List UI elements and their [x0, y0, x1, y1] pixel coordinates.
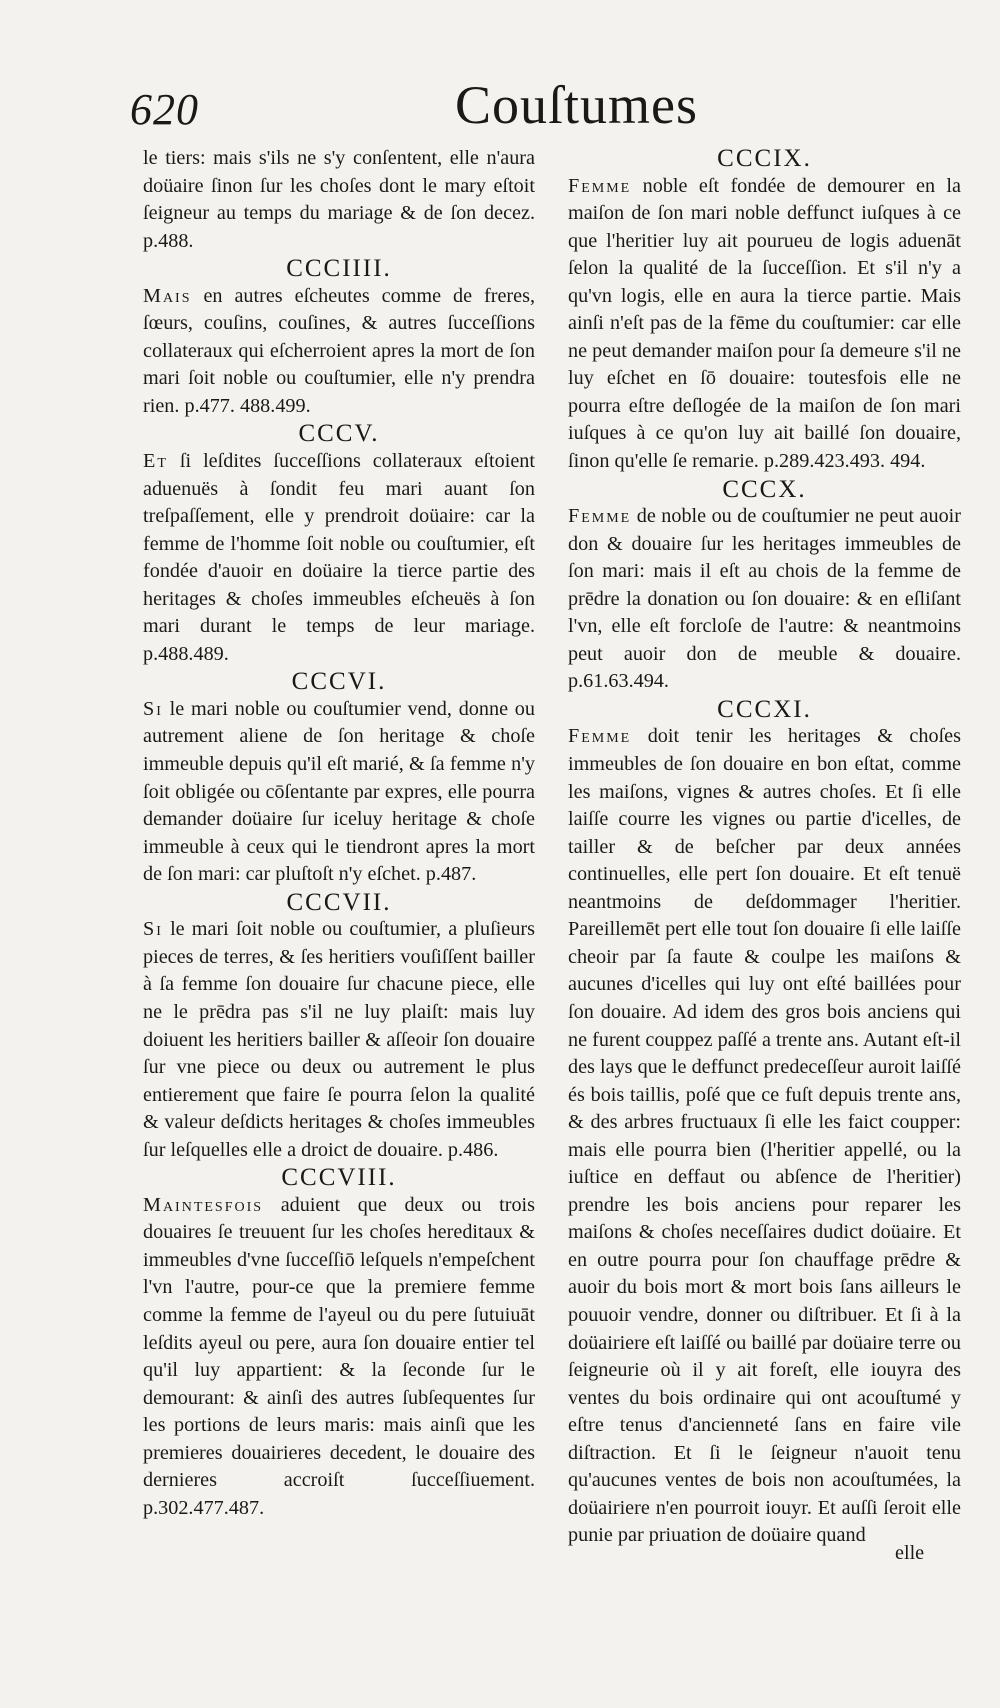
article-paragraph [143, 696, 535, 889]
continued-paragraph [143, 145, 535, 255]
article-lead-word: Maintesfois [143, 1193, 264, 1216]
article-text: aduient que deux ou trois douaires ſe treuuent ſur les choſes hereditaux & immeubles d'vne ſucceſſiō leſquels n'empeſchent l'vn l'autre, pour-ce que la premiere femme comme la femme de l'ayeul ou du pere ſutuiuāt leſdits ayeul ou pere, aura ſon douaire entier tel qu'il luy appartient: & la ſeconde ſur le demourant: & ainſi des autres ſubſequentes ſur les portions de leurs maris: mais ainſi que les premieres douairieres decedent, le douaire des dernieres accroiſt ſucceſſiuement. p.302.477.487. [143, 1193, 535, 1519]
article-paragraph [568, 173, 961, 476]
article-text: en autres eſcheutes comme de freres, ſœurs, couſins, couſines, & autres ſucceſſions collateraux qui eſcherroient apres la mort de ſon mari ſoit noble ou couſtumier, elle n'y prendra rien. p.477. 488.499. [143, 284, 536, 417]
left-column [143, 145, 535, 1522]
article-number-heading: CCCVI. [291, 668, 387, 696]
article-paragraph [143, 448, 535, 668]
article-number-heading: CCCIX. [717, 145, 812, 172]
catchword: elle [895, 1542, 925, 1564]
article-text: doit tenir les heritages & choſes immeubles de ſon douaire en bon eſtat, comme les maiſons, vignes & autres choſes. Et ſi elle laiſſe courre les vignes ou partie d'icelles, de tailler & de beſcher par deux années continuelles, elle pert ſon douaire. Et eſt tenuë neantmoins de deſdommager l'heritier. Pareillemēt pert elle tout ſon douaire ſi elle laiſſe cheoir par ſa faute & coulpe les maiſons & aucunes d'icelles qui luy ont eſté baillées pour ſon douaire. Ad idem des gros bois anciens qui ne furent couppez paſſé a trente ans. Autant eſt-il des lays que le deffunct predeceſſeur auroit laiſſé és bois taillis, poſé que ce fuſt depuis trente ans, & des arbres fructuaux ſi elle les faict coupper: mais elle pourra bien (l'heritier appellé, ou la iuſtice en deffaut ou abſence de l'heritier) prendre les bois anciens pour reparer les maiſons & choſes neceſſaires dudict doüaire. Et en outre pourra pour ſon chauffage prēdre & auoir du bois mort & mort bois ſans ailleurs le pouuoir vendre, donner ou diſtribuer. Et ſi à la doüairiere eſt laiſſé ou baillé par doüaire terre ou ſeigneurie où il y ait foreſt, elle iouyra des ventes du bois ordinaire qui ont acouſtumé y eſtre tenus d'ancienneté ſans en faire vile diſtraction. Et ſi le ſeigneur n'auoit tenu qu'aucunes ventes de bois non acouſtumées, la doüairiere n'en pourroit iouyr. Et auſſi ſeroit elle punie par priuation de doüaire quand [568, 725, 961, 1547]
article-paragraph [568, 723, 961, 1549]
article-number-heading: CCCVII. [286, 888, 392, 916]
article-number-heading: CCCXI. [717, 695, 812, 723]
right-column [568, 145, 961, 1550]
article-paragraph [143, 1192, 535, 1523]
article-paragraph [568, 503, 961, 696]
article-text: le mari ſoit noble ou couſtumier, a pluſieurs pieces de terres, & ſes heritiers vouſiſſent bailler à ſa femme ſon douaire ſur chacune piece, elle ne le prēdra pas s'il ne luy plaiſt: mais luy doiuent les heritiers bailler & aſſeoir ſon douaire ſur vne piece ou deux ou autrement le plus entierement que faire ſe pourra ſelon la qualité & valeur deſdicts heritages & choſes immeubles ſur leſquelles elle a droict de douaire. p.486. [143, 918, 536, 1161]
page-number: 620 [130, 85, 199, 134]
article-text: noble eſt fondée de demourer en la maiſon de ſon mari noble deffunct iuſques à ce que l'heritier luy ait pourueu de logis aduenāt ſelon la qualité de la ſucceſſion. Et s'il n'y a qu'vn logis, elle en aura la tierce partie. Mais ainſi n'eſt pas de la fēme du couſtumier: car elle ne peut demander maiſon pour ſa demeure s'il ne luy eſchet en ſō douaire: toutesfois elle ne pourra eſtre deſlogée de la maiſon de ſon mari iuſques à ce qu'on luy ait baillé ſon douaire, ſinon qu'elle ſe remarie. p.289.423.493. 494. [568, 174, 962, 473]
article-number-heading: CCCIIII. [286, 255, 392, 283]
article-text: le tiers: mais s'ils ne s'y conſentent, elle n'aura doüaire ſinon ſur les choſes dont le mary eſtoit ſeigneur au temps du mariage & de ſon decez. p.488. [143, 147, 535, 252]
running-head-title: Couſtumes [455, 75, 699, 135]
article-number-heading: CCCX. [722, 475, 807, 503]
article-lead-word: Si [143, 697, 163, 720]
article-text: le mari noble ou couſtumier vend, donne ou autrement aliene de ſon heritage & choſe immeuble depuis qu'il eſt marié, & ſa femme n'y ſoit obligée ou cōſentante par expres, elle pourra demander doüaire ſur iceluy heritage & choſe immeuble à ceux qui le tiendront apres la mort de ſon mari: car pluſtoſt n'y eſchet. p.487. [143, 697, 535, 886]
article-number-heading: CCCVIII. [281, 1164, 397, 1192]
article-lead-word: Mais [143, 284, 192, 307]
article-paragraph [143, 283, 535, 421]
article-number-heading: CCCV. [298, 420, 380, 448]
article-lead-word: Femme [568, 174, 632, 197]
article-lead-word: Femme [568, 505, 632, 528]
article-paragraph [143, 916, 535, 1164]
article-lead-word: Femme [568, 725, 632, 748]
article-lead-word: Et [143, 450, 168, 473]
article-text: ſi leſdites ſucceſſions collateraux eſtoient aduenuës à ſondit feu mari auant ſon treſpaſſement, elle y prendroit doüaire: car la femme de l'homme ſoit noble ou couſtumier, eſt fondée d'auoir en doüaire la tierce partie des heritages & choſes immeubles eſcheuës à ſon mari durant le temps de leur mariage. p.488.489. [143, 450, 535, 665]
article-text: de noble ou de couſtumier ne peut auoir don & douaire ſur les heritages immeubles de ſon mari: mais il eſt au chois de la femme de prēdre la donation ou ſon douaire: & en eſliſant l'vn, elle eſt forcloſe de l'autre: & neantmoins peut auoir don de meuble & douaire. p.61.63.494. [568, 505, 961, 693]
article-lead-word: Si [143, 918, 163, 941]
